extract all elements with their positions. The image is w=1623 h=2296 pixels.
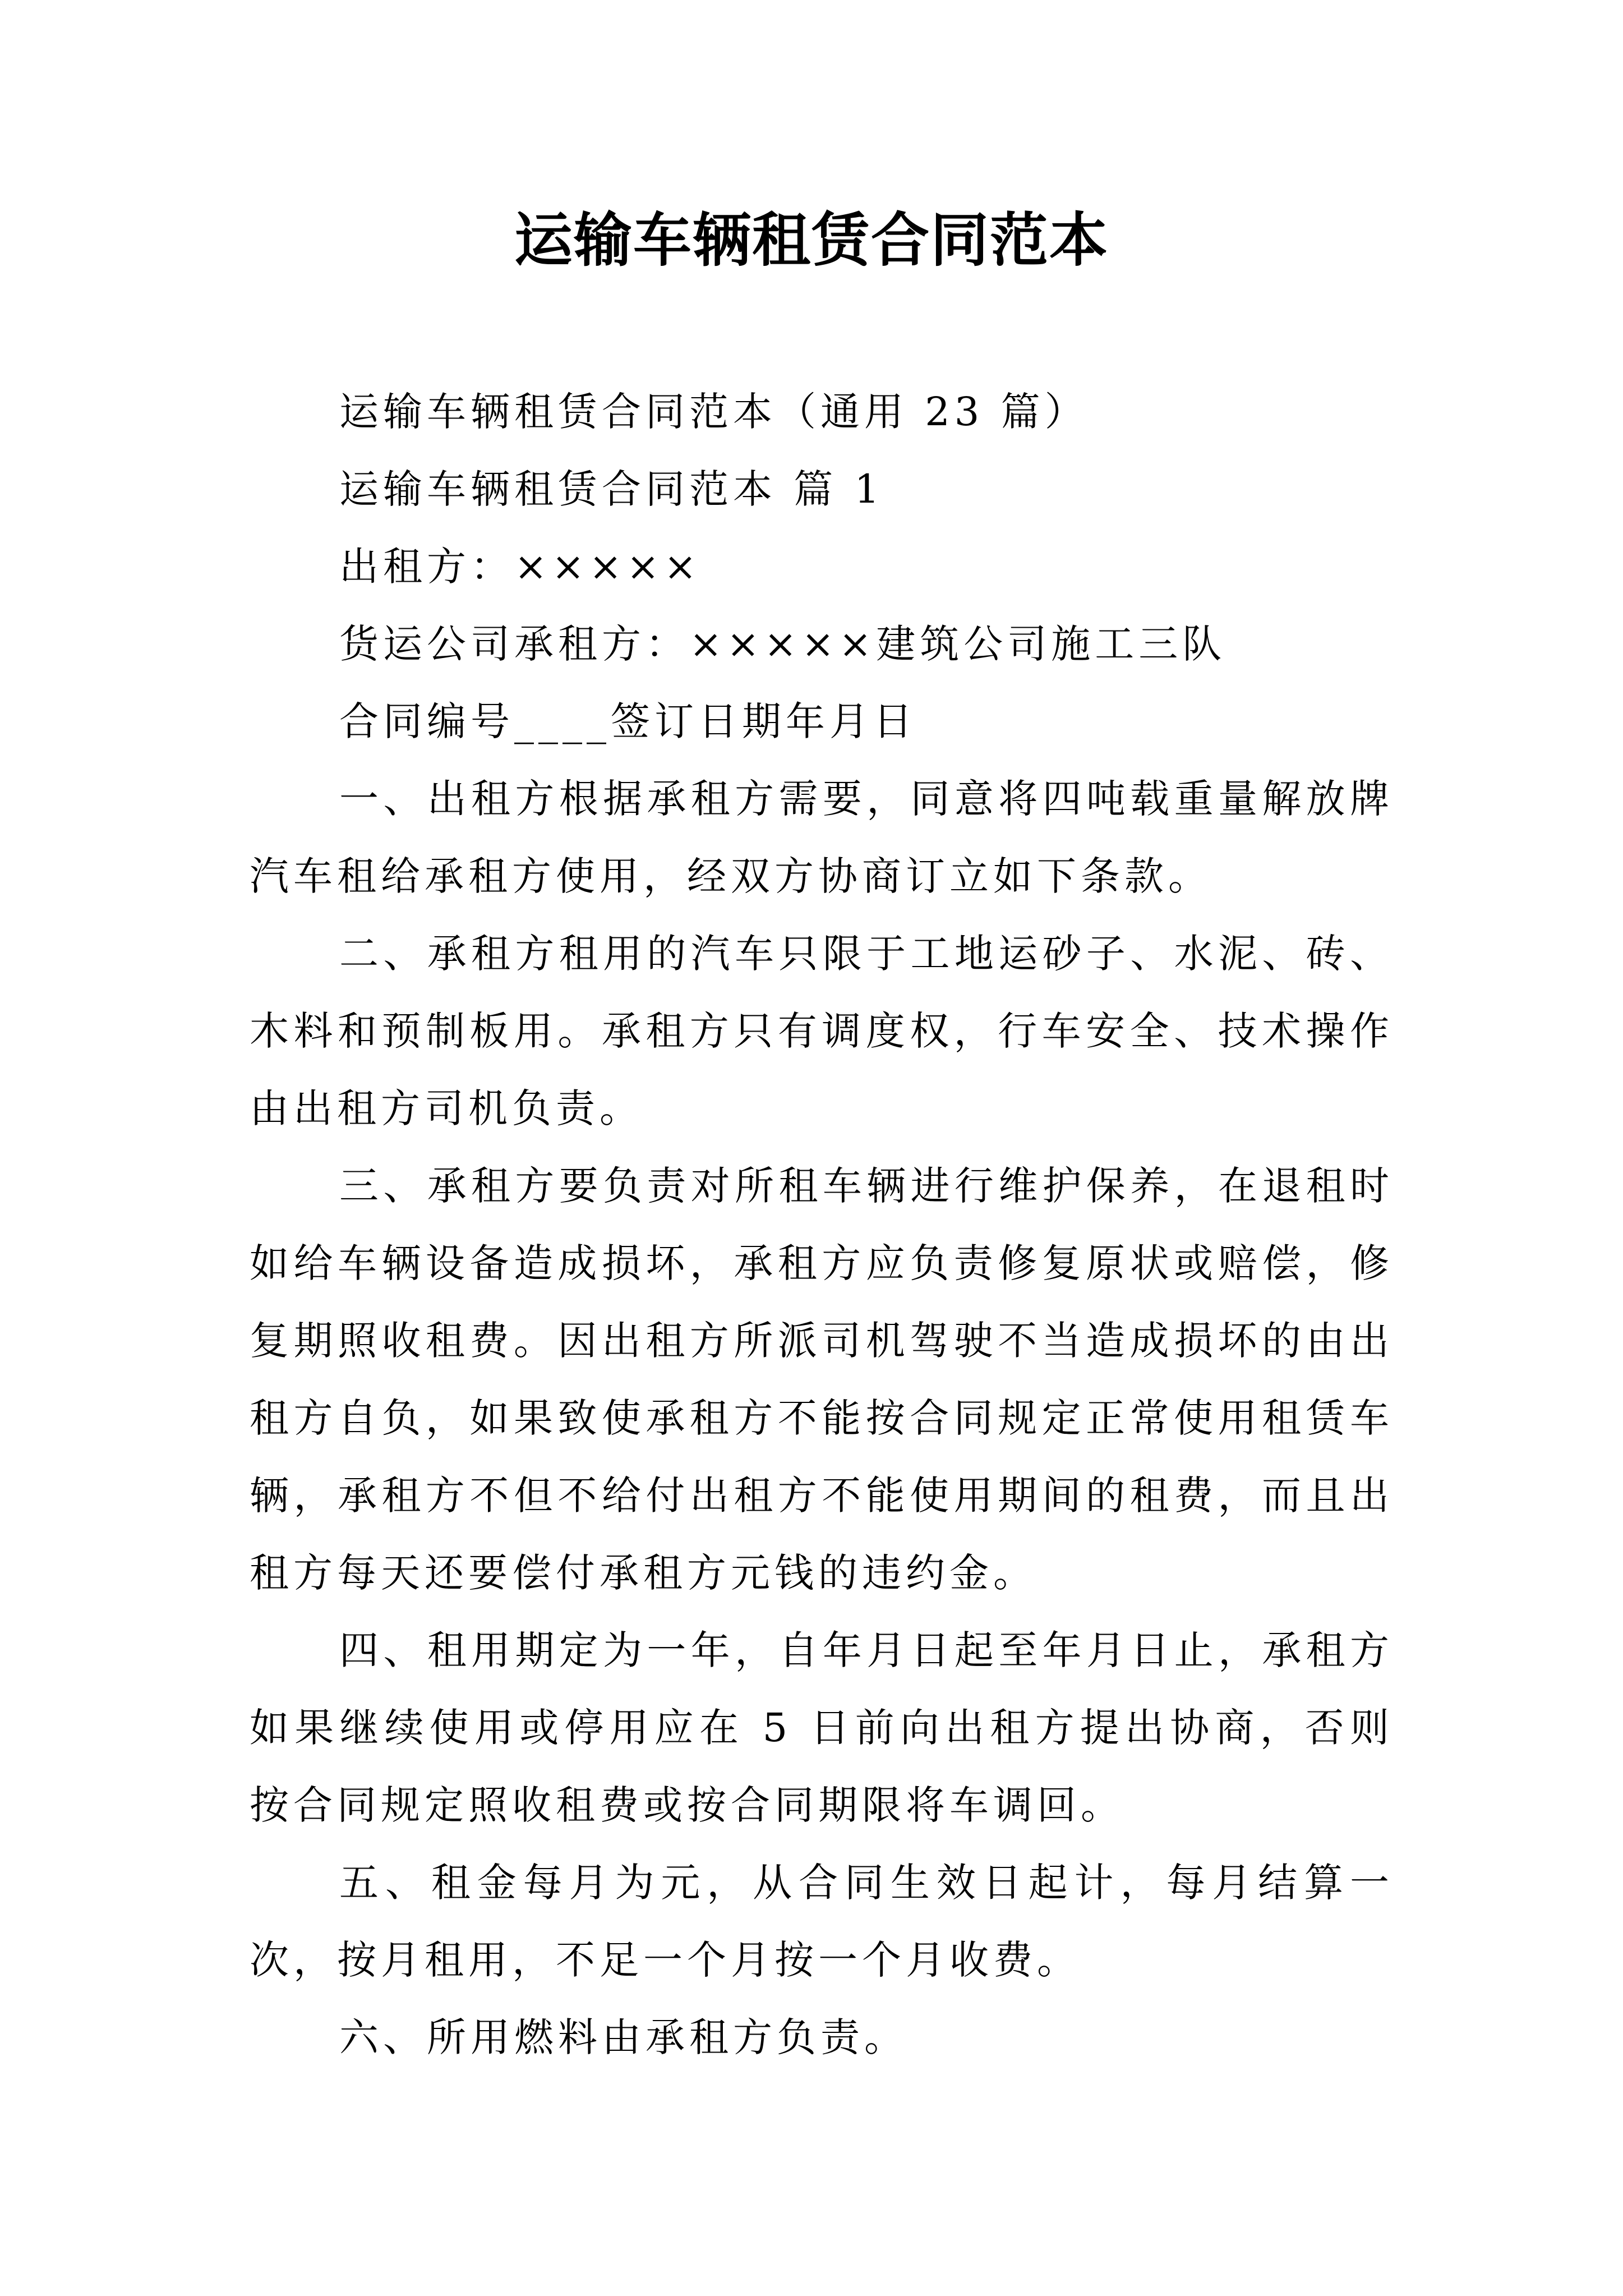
clause-paragraph-3: 三、承租方要负责对所租车辆进行维护保养，在退租时如给车辆设备造成损坏，承租方应负责修复原状或赔偿，修复期照收租费。因出租方所派司机驾驶不当造成损坏的由出租方自负，如果致使承租方不能按合同规定正常使用租赁车辆，承租方不但不给付出租方不能使用期间的租费，而且出租方每天还要偿付承租方元钱的违约金。 [250,1163,1394,1596]
clause-paragraph-4: 四、租用期定为一年，自年月日起至年月日止，承租方如果继续使用或停用应在 5 日前向出租方提出协商，否则按合同规定照收租费或按合同期限将车调回。 [250,1627,1394,1828]
clause-paragraph-2: 二、承租方租用的汽车只限于工地运砂子、水泥、砖、木料和预制板用。承租方只有调度权，行车安全、技术操作由出租方司机负责。 [250,931,1394,1131]
clause-paragraph-6: 六、所用燃料由承租方负责。 [339,2014,908,2060]
contract-number-line: 合同编号____签订日期年月日 [339,698,917,744]
lessor-line: 出租方：××××× [339,544,702,590]
section-heading-line: 运输车辆租赁合同范本 篇 1 [339,466,884,512]
subtitle-line: 运输车辆租赁合同范本（通用 23 篇） [339,389,1089,435]
lessee-line: 货运公司承租方：×××××建筑公司施工三队 [339,621,1227,667]
clause-paragraph-5: 五、租金每月为元，从合同生效日起计，每月结算一次，按月租用，不足一个月按一个月收费。 [250,1860,1394,1983]
document-title: 运输车辆租赁合同范本 [514,206,1109,274]
clause-paragraph-1: 一、出租方根据承租方需要，同意将四吨载重量解放牌汽车租给承租方使用，经双方协商订立如下条款。 [250,776,1394,899]
document-body [250,373,1394,2076]
